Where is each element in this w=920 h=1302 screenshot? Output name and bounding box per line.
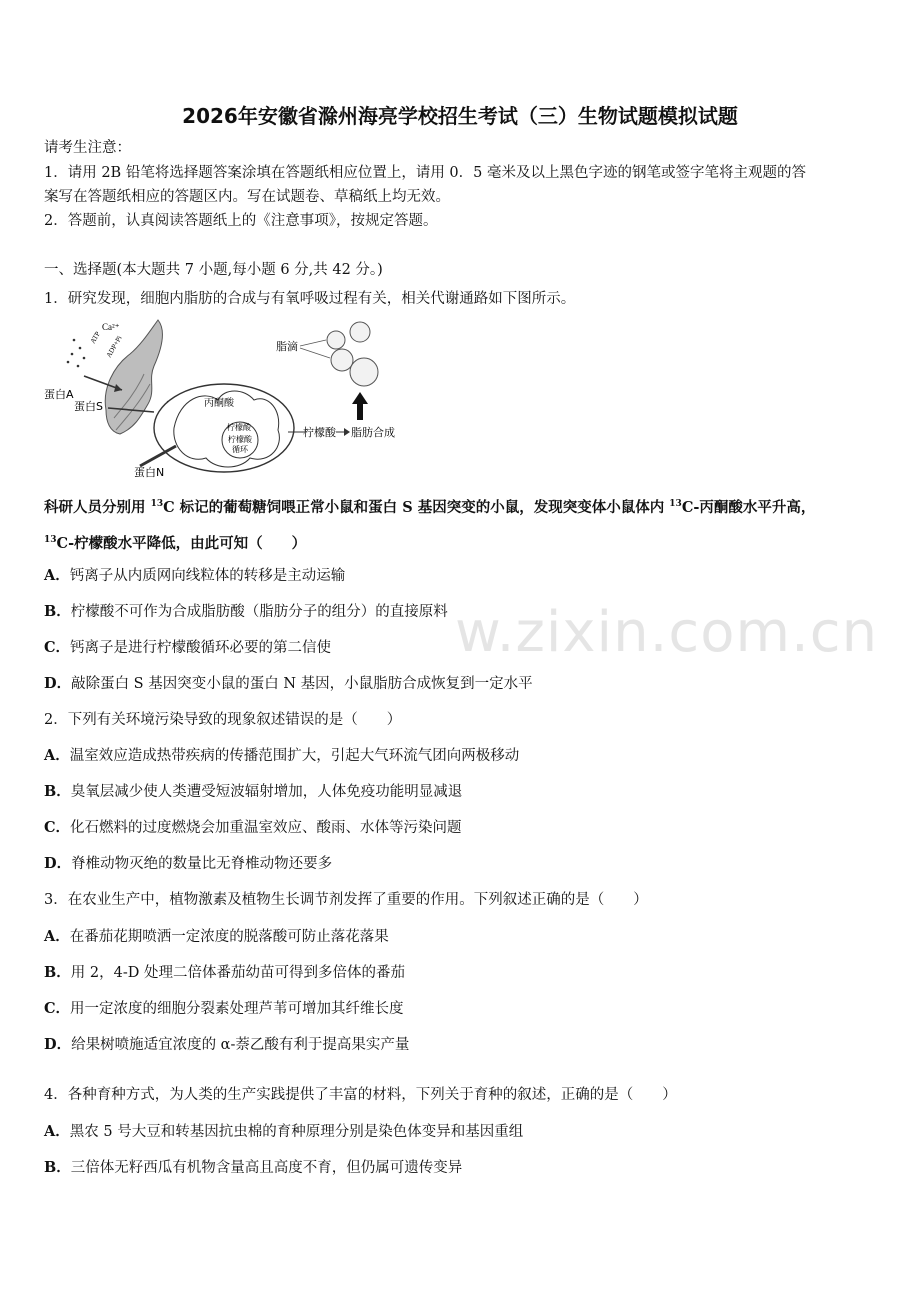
- label-droplets: 脂滴: [276, 340, 298, 353]
- question-2-option-b[interactable]: B．臭氧层减少使人类遭受短波辐射增加，人体免疫功能明显减退: [44, 783, 463, 800]
- question-1-context-line-2: $^{13}$C-柠檬酸水平降低，由此可知（ ）: [44, 534, 307, 552]
- watermark: w.zixin.com.cn: [455, 600, 879, 665]
- question-4-stem: 4．各种育种方式，为人类的生产实践提供了丰富的材料，下列关于育种的叙述，正确的是（ ）: [44, 1087, 677, 1103]
- label-ca: Ca²⁺: [102, 322, 120, 332]
- question-3-option-b[interactable]: B．用 2，4-D 处理二倍体番茄幼苗可得到多倍体的番茄: [44, 964, 405, 981]
- question-1-option-c[interactable]: C．钙离子是进行柠檬酸循环必要的第二信使: [44, 639, 332, 656]
- label-cycle-2: 循环: [232, 445, 248, 454]
- label-protein-a: 蛋白A: [44, 388, 74, 401]
- label-protein-n: 蛋白N: [134, 466, 165, 479]
- label-atp: ATP: [88, 330, 102, 345]
- question-1-option-a[interactable]: A．钙离子从内质网向线粒体的转移是主动运输: [44, 567, 346, 584]
- question-3-option-d[interactable]: D．给果树喷施适宜浓度的 α-萘乙酸有利于提高果实产量: [44, 1036, 410, 1053]
- question-1-option-b[interactable]: B．柠檬酸不可作为合成脂肪酸（脂肪分子的组分）的直接原料: [44, 603, 448, 620]
- question-2-option-d[interactable]: D．脊椎动物灭绝的数量比无脊椎动物还要多: [44, 855, 333, 872]
- question-3-option-c[interactable]: C．用一定浓度的细胞分裂素处理芦苇可增加其纤维长度: [44, 1000, 404, 1017]
- question-2-option-a[interactable]: A．温室效应造成热带疾病的传播范围扩大，引起大气环流气团向两极移动: [44, 747, 520, 764]
- label-citrate-inner: 柠檬酸: [227, 423, 251, 432]
- endoplasmic-reticulum: [105, 320, 162, 434]
- question-1-option-d[interactable]: D．敲除蛋白 S 基因突变小鼠的蛋白 N 基因，小鼠脂肪合成恢复到一定水平: [44, 675, 533, 692]
- label-fat-synthesis: 脂肪合成: [351, 426, 395, 439]
- notice-item-1-line-1: 1．请用 2B 铅笔将选择题答案涂填在答题纸相应位置上，请用 0．5 毫米及以上黑色字迹的钢笔或签字笔将主观题的答: [44, 165, 806, 181]
- question-4-option-b[interactable]: B．三倍体无籽西瓜有机物含量高且高度不育，但仍属可遗传变异: [44, 1159, 463, 1176]
- question-1-context-line-1: 科研人员分别用 $^{13}$C 标记的葡萄糖饲喂正常小鼠和蛋白 S 基因突变的小鼠，发现突变体小鼠体内 $^{13}$C-丙酮酸水平升高，: [44, 498, 816, 516]
- question-3-option-a[interactable]: A．在番茄花期喷洒一定浓度的脱落酸可防止落花落果: [44, 928, 389, 945]
- label-citrate-out: 柠檬酸: [303, 426, 336, 439]
- question-3-stem: 3．在农业生产中，植物激素及植物生长调节剂发挥了重要的作用。下列叙述正确的是（ ）: [44, 892, 648, 908]
- notice-item-1-line-2: 案写在答题纸相应的答题区内。写在试题卷、草稿纸上均无效。: [44, 189, 450, 205]
- question-2-option-c[interactable]: C．化石燃料的过度燃烧会加重温室效应、酸雨、水体等污染问题: [44, 819, 462, 836]
- notice-heading: 请考生注意：: [44, 140, 131, 156]
- label-protein-s: 蛋白S: [74, 400, 103, 413]
- label-adp: ADP+Pi: [104, 334, 124, 359]
- question-2-stem: 2．下列有关环境污染导致的现象叙述错误的是（ ）: [44, 712, 402, 728]
- label-pyruvate: 丙酮酸: [204, 398, 234, 409]
- section-heading: 一、选择题(本大题共 7 小题,每小题 6 分,共 42 分。): [44, 262, 383, 278]
- label-cycle-1: 柠檬酸: [228, 435, 252, 444]
- question-1-stem: 1．研究发现，细胞内脂肪的合成与有氧呼吸过程有关，相关代谢通路如下图所示。: [44, 291, 576, 307]
- page-title: 2026年安徽省滁州海亮学校招生考试（三）生物试题模拟试题: [182, 104, 738, 128]
- question-4-option-a[interactable]: A．黑农 5 号大豆和转基因抗虫棉的育种原理分别是染色体变异和基因重组: [44, 1123, 524, 1140]
- metabolic-pathway-diagram: [44, 318, 404, 480]
- notice-item-2: 2．答题前，认真阅读答题纸上的《注意事项》，按规定答题。: [44, 213, 438, 229]
